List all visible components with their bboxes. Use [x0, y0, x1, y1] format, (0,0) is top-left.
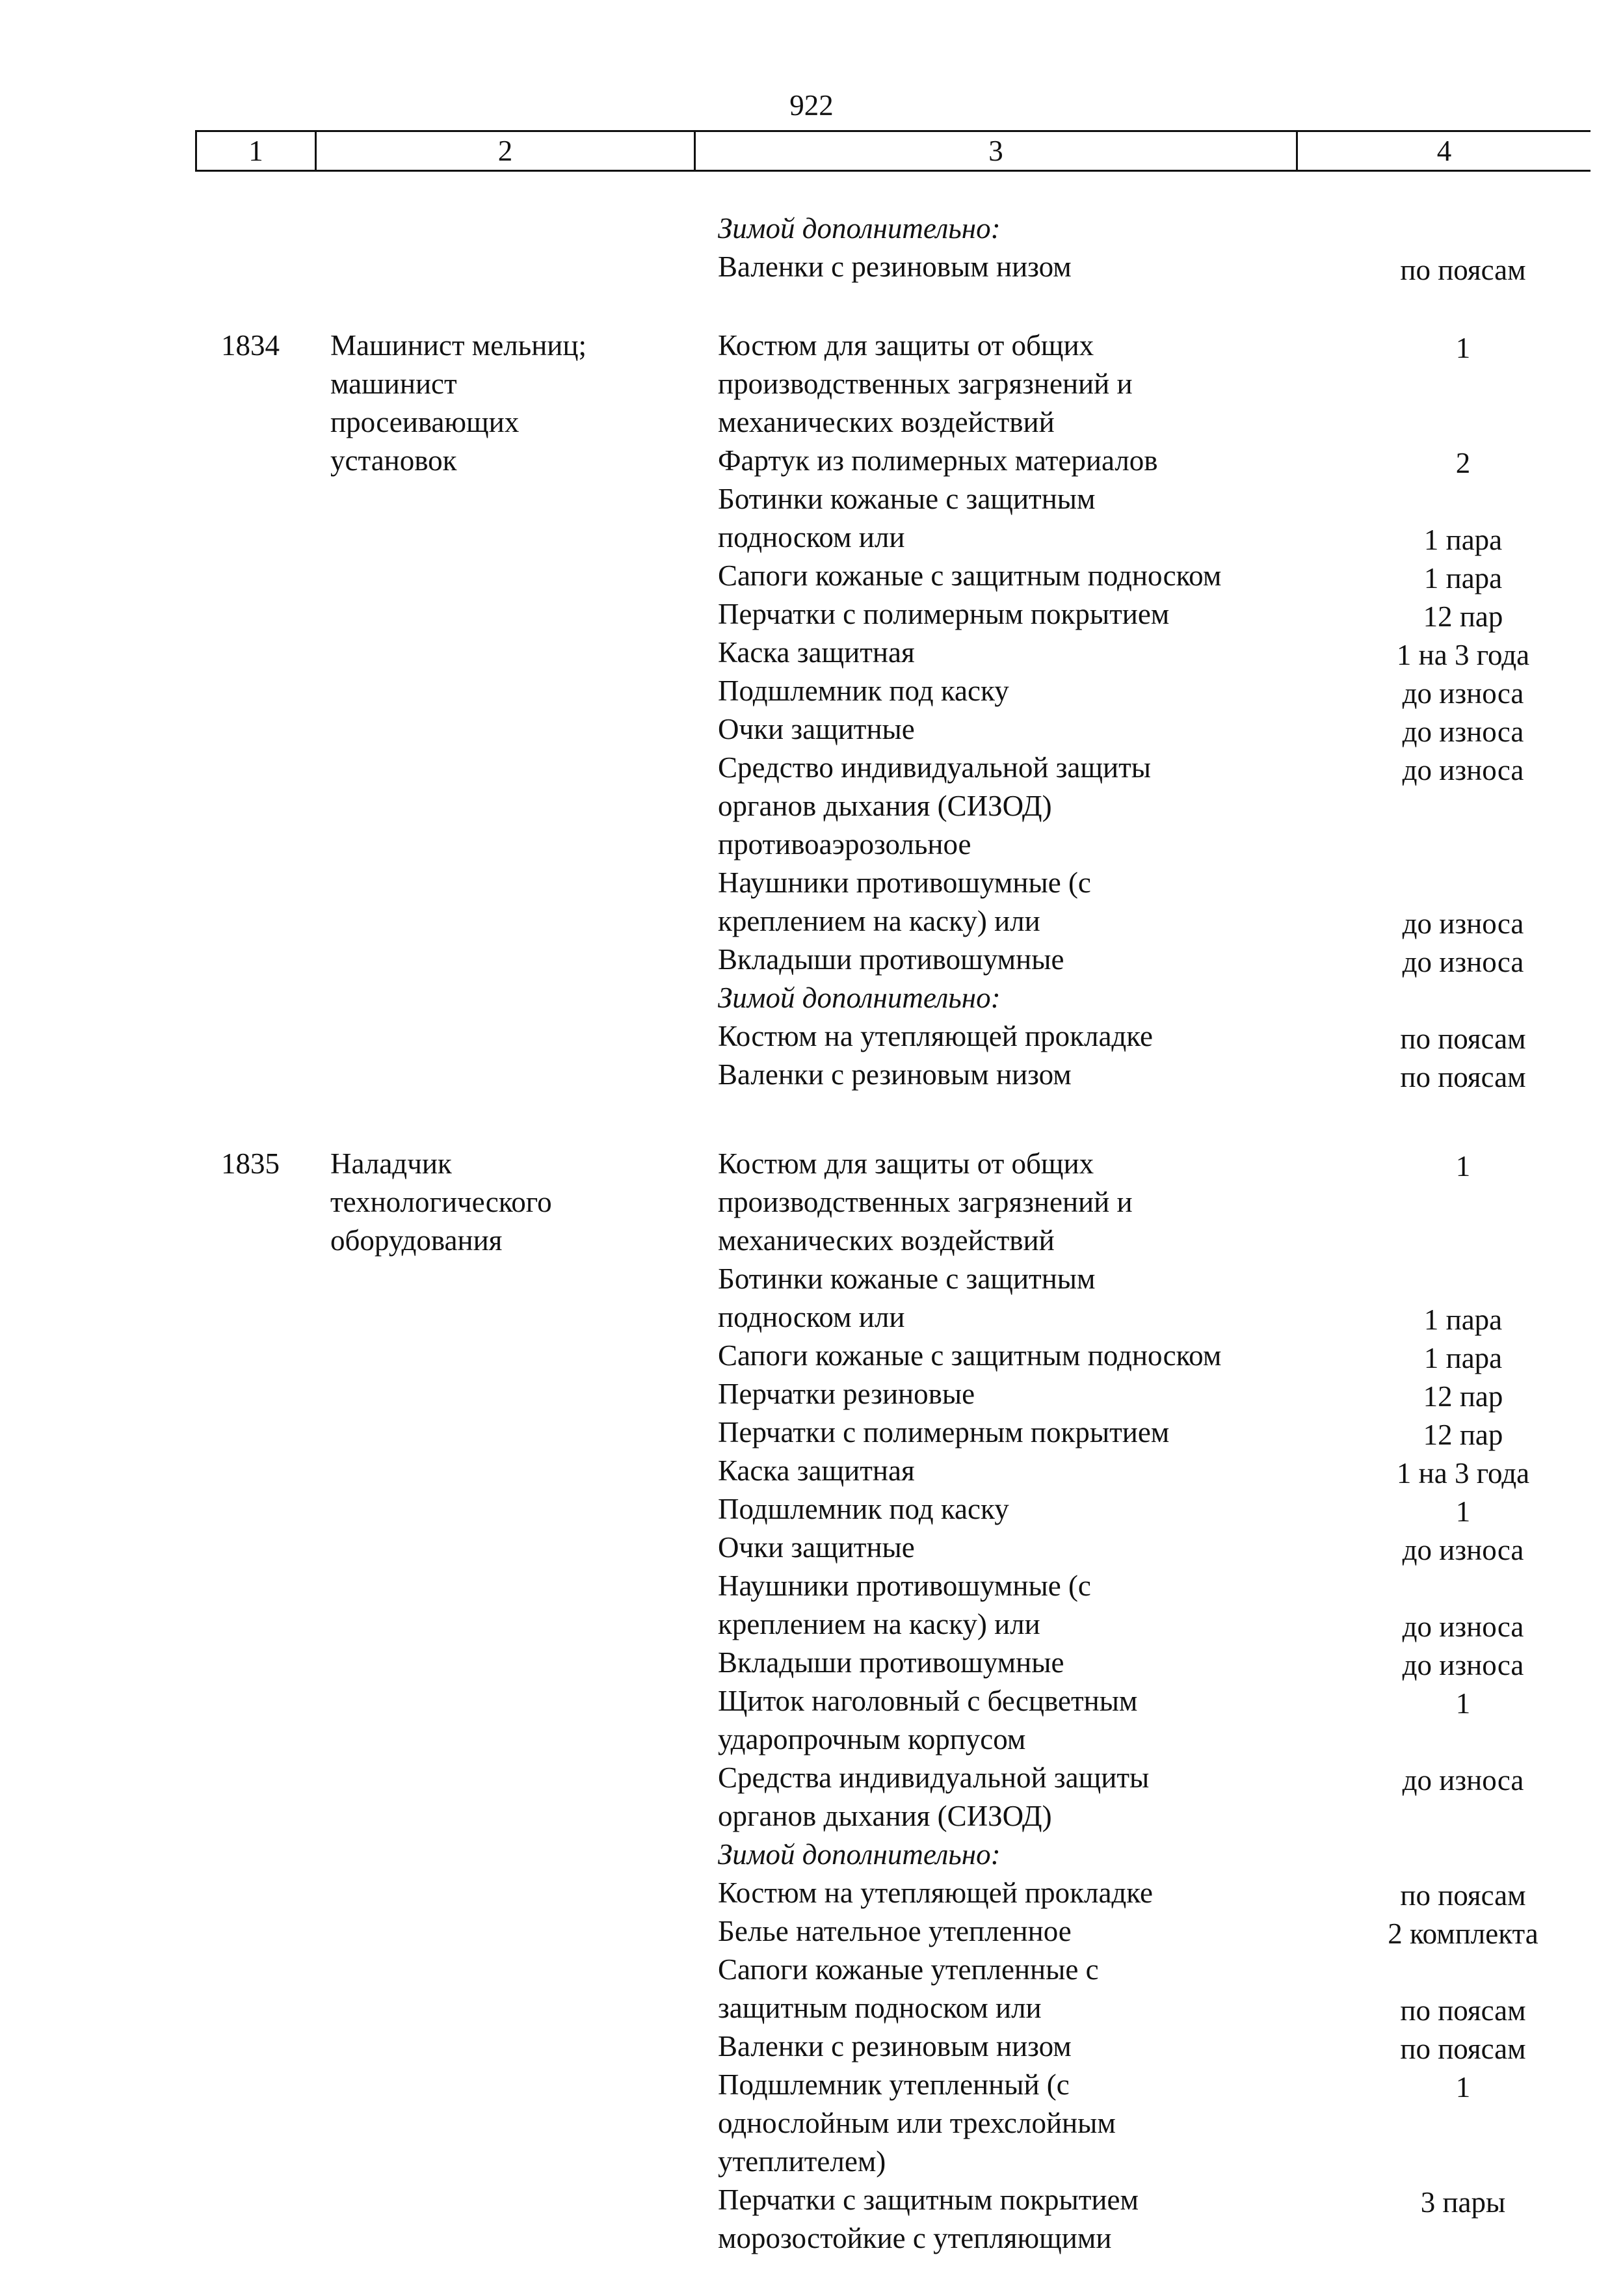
item-text: Сапоги кожаные утепленные с защитным подноском или — [718, 1953, 1099, 2024]
item-text: Вкладыши противошумные — [718, 943, 1064, 976]
item-quantity: до износа — [1402, 754, 1524, 786]
item-quantity: по поясам — [1400, 1994, 1526, 2027]
item-text: Подшлемник под каску — [718, 674, 1009, 707]
winter-label: Зимой дополнительно: — [718, 212, 1001, 245]
item-quantity: 12 пар — [1423, 1380, 1503, 1413]
item-quantity: 1 на 3 года — [1396, 639, 1530, 671]
item-quantity: по поясам — [1400, 1022, 1526, 1055]
item-text: Перчатки с защитным покрытием морозостойкие с утепляющими — [718, 2183, 1139, 2254]
item-quantity: 1 — [1455, 2071, 1471, 2103]
item-quantity: 1 — [1455, 1687, 1471, 1720]
item-text: Перчатки с полимерным покрытием — [718, 1416, 1170, 1448]
winter-label: Зимой дополнительно: — [718, 1838, 1001, 1871]
item-text: Фартук из полимерных материалов — [718, 444, 1158, 477]
entry-profession: Машинист мельниц; машинист просеивающих установок — [330, 329, 587, 477]
item-quantity: 2 комплекта — [1388, 1917, 1538, 1950]
item-quantity: до износа — [1402, 1649, 1524, 1681]
item-text: Каска защитная — [718, 636, 915, 669]
item-quantity: 12 пар — [1423, 600, 1503, 633]
item-text: Подшлемник утепленный (с однослойным или трехслойным утеплителем) — [718, 2068, 1116, 2178]
item-text: Щиток наголовный с бесцветным ударопрочным корпусом — [718, 1685, 1138, 1755]
item-text: Сапоги кожаные с защитным подноском — [718, 559, 1222, 592]
item-quantity: 1 — [1455, 1495, 1471, 1528]
winter-label: Зимой дополнительно: — [718, 981, 1001, 1014]
item-quantity: 2 — [1455, 447, 1471, 479]
item-text: Перчатки с полимерным покрытием — [718, 598, 1170, 630]
entry-number: 1835 — [221, 1147, 280, 1180]
column-header-row — [195, 130, 1590, 172]
column-header-4: 4 — [1436, 135, 1452, 167]
item-quantity: 1 пара — [1423, 562, 1503, 594]
item-quantity: до износа — [1402, 1534, 1524, 1566]
item-text: Белье нательное утепленное — [718, 1915, 1072, 1947]
item-text: Костюм для защиты от общих производственных загрязнений и механических воздействий — [718, 329, 1133, 438]
item-quantity: до износа — [1402, 1764, 1524, 1796]
item-quantity: по поясам — [1400, 1061, 1526, 1093]
item-text: Костюм на утепляющей прокладке — [718, 1876, 1154, 1909]
item-quantity: 1 пара — [1423, 1303, 1503, 1336]
item-text: Костюм для защиты от общих производственных загрязнений и механических воздействий — [718, 1147, 1133, 1257]
item-text: Валенки с резиновым низом — [718, 1058, 1072, 1091]
item-quantity: 1 пара — [1423, 1342, 1503, 1374]
item-text: Средство индивидуальной защиты органов дыхания (СИЗОД) противоаэрозольное — [718, 751, 1152, 861]
item-text: Костюм на утепляющей прокладке — [718, 1020, 1154, 1052]
item-text: Ботинки кожаные с защитным подноском или — [718, 483, 1096, 554]
item-text: Очки защитные — [718, 1531, 915, 1564]
item-text: Вкладыши противошумные — [718, 1646, 1064, 1679]
item-quantity: до износа — [1402, 715, 1524, 748]
item-text: Каска защитная — [718, 1454, 915, 1487]
item-quantity: до износа — [1402, 677, 1524, 710]
item-quantity: 12 пар — [1423, 1419, 1503, 1451]
item-text: Валенки с резиновым низом — [718, 250, 1072, 283]
item-text: Перчатки резиновые — [718, 1378, 975, 1410]
entry-number: 1834 — [221, 329, 280, 362]
item-quantity: до износа — [1402, 1610, 1524, 1643]
item-text: Подшлемник под каску — [718, 1493, 1009, 1525]
column-header-2: 2 — [317, 132, 696, 170]
item-text: Очки защитные — [718, 713, 915, 745]
item-quantity: 1 пара — [1423, 524, 1503, 556]
item-text: Средства индивидуальной защиты органов дыхания (СИЗОД) — [718, 1761, 1150, 1832]
item-quantity: 1 — [1455, 332, 1471, 364]
item-quantity: до износа — [1402, 946, 1524, 978]
item-quantity: 1 — [1455, 1150, 1471, 1182]
item-quantity: по поясам — [1400, 1879, 1526, 1912]
column-header-1: 1 — [197, 132, 317, 170]
column-header-3: 3 — [696, 132, 1298, 170]
entry-profession: Наладчик технологического оборудования — [330, 1147, 552, 1257]
item-text: Наушники противошумные (с креплением на каску) или — [718, 866, 1091, 937]
item-quantity: до износа — [1402, 907, 1524, 940]
item-text: Ботинки кожаные с защитным подноском или — [718, 1262, 1096, 1333]
item-quantity: 3 пары — [1420, 2186, 1506, 2219]
page-number: 922 — [789, 89, 834, 122]
item-text: Наушники противошумные (с креплением на каску) или — [718, 1569, 1091, 1640]
item-quantity: по поясам — [1400, 2033, 1526, 2065]
item-text: Сапоги кожаные с защитным подноском — [718, 1339, 1222, 1372]
item-quantity: 1 на 3 года — [1396, 1457, 1530, 1489]
item-text: Валенки с резиновым низом — [718, 2030, 1072, 2062]
item-quantity: по поясам — [1400, 254, 1526, 286]
